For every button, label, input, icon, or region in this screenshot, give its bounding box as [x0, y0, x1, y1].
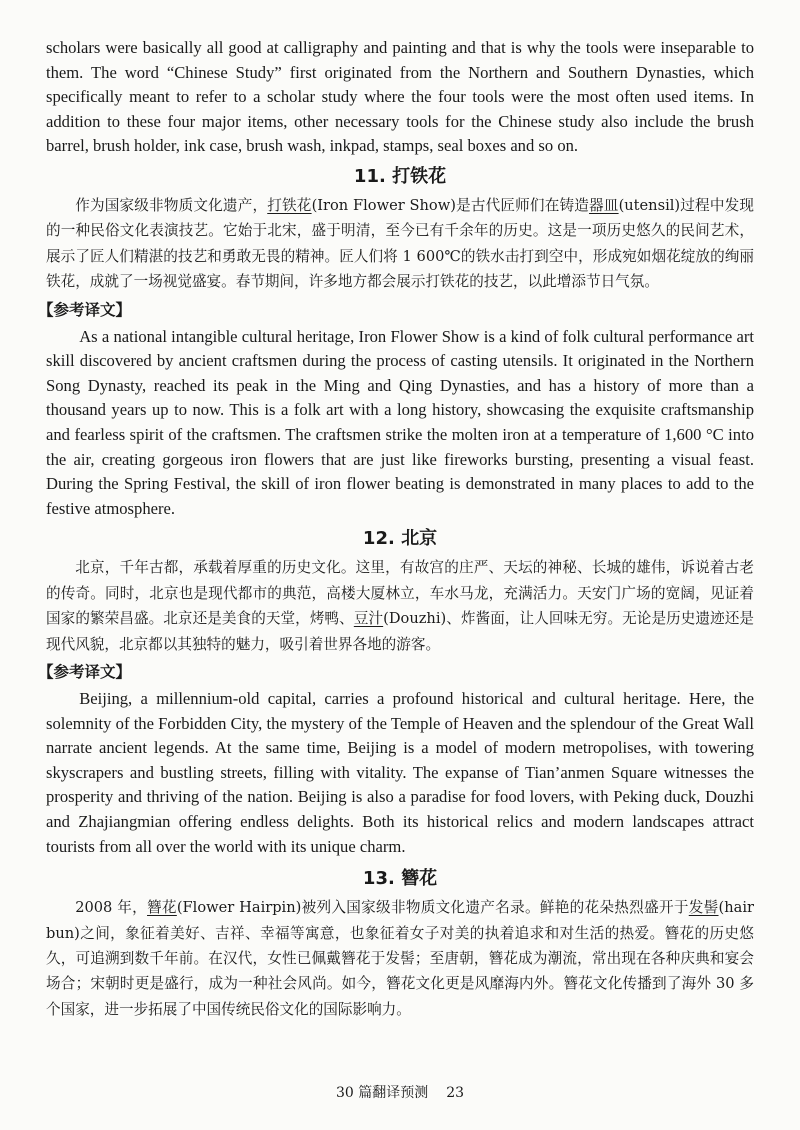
page-footer	[0, 1082, 800, 1102]
text-run: (Douzhi)、炸酱面，让人回味无穷。无论是历史遗迹还是现代风貌，北京都以其独特的魅力，吸引着世界各地的游客。	[46, 610, 754, 653]
english-translation: As a national intangible cultural heritage, Iron Flower Show is a kind of folk cultural performance art skill discovered by ancient craftsmen during the process of casting utensils. It originated in the Northern Song Dynasty, reached its peak in the Ming and Qing Dynasties, and has a history of more than a thousand years up to now. This is a folk art with a long history, showcasing the exquisite craftsmanship and fearless spirit of the craftsmen. The craftsmen strike the molten iron at a temperature of 1,600 °C into the air, creating gorgeous iron flowers that are just like fireworks bursting, presenting a visual feast. During the Spring Festival, the skill of iron flower beating is demonstrated in many places to add to the festive atmosphere.	[46, 326, 754, 518]
term: 器皿	[589, 196, 619, 214]
text-run: 作为国家级非物质文化遗产，	[75, 196, 268, 214]
top-paragraph: scholars were basically all good at calligraphy and painting and that is why the tools were inseparable to them. The word “Chinese Study” first originated from the Northern and Southern Dynasties, which specifically meant to refer to a scholar study where the four tools were the most often used items. In addition to these four major items, other necessary tools for the Chinese study also include the brush barrel, brush holder, ink case, brush wash, inkpad, stamps, seal boxes and so on.	[46, 38, 754, 156]
text-run: 2008 年，	[75, 899, 148, 917]
text-run: 北京，千年古都，承载着厚重的历史文化。这里，有故宫的庄严、天坛的神秘、长城的雄伟，诉说着古老的传奇。同时，北京也是现代都市的典范，高楼大厦林立，车水马龙，充满活力。天安门广场的宽阔，见证着国家的繁荣昌盛。北京还是美食的天堂，烤鸭、	[46, 559, 754, 628]
page-number: 23	[446, 1085, 465, 1101]
term: 豆汁	[353, 610, 384, 628]
term: 发髻	[688, 899, 719, 917]
term: 打铁花	[267, 196, 312, 214]
chinese-paragraph	[46, 895, 754, 1022]
text-run: (utensil)过程中发现的一种民俗文化表演技艺。它始于北宋，盛于明清，至今已有千余年的历史。这是一项历史悠久的民间艺术，展示了匠人们精湛的技艺和勇敢无畏的精神。匠人们将 1 600℃的铁水击打到空中，形成宛如烟花绽放的绚丽铁花，成就了一场视觉盛宴。春节期间，许多地方都会展示打铁花的技艺，以此增添节日气氛。	[46, 196, 754, 291]
text-run: (Iron Flower Show)是古代匠师们在铸造	[311, 196, 590, 214]
text-run: (hair bun)之间，象征着美好、吉祥、幸福等寓意，也象征着女子对美的执着追求和对生活的热爱。簪花的历史悠久，可追溯到数千年前。在汉代，女性已佩戴簪花于发髻；至唐朝，簪花成为潮流，常出现在各种庆典和宴会场合；宋朝时更是盛行，成为一种社会风尚。如今，簪花文化更是风靡海内外。簪花文化传播到了海外 30 多个国家，进一步拓展了中国传统民俗文化的国际影响力。	[46, 899, 754, 1018]
section-heading: 12. 北京	[362, 528, 438, 550]
term: 簪花	[147, 899, 177, 917]
section-heading: 11. 打铁花	[353, 165, 447, 187]
chinese-paragraph	[46, 555, 754, 657]
reference-translation-label: 【参考译文】	[38, 300, 132, 319]
text-run: (Flower Hairpin)被列入国家级非物质文化遗产名录。鲜艳的花朵热烈盛开于	[176, 899, 689, 917]
reference-translation-label: 【参考译文】	[38, 662, 132, 681]
section-heading: 13. 簪花	[362, 868, 438, 890]
footer-title: 30 篇翻译预测	[335, 1085, 429, 1101]
chinese-paragraph	[46, 193, 754, 295]
english-translation: Beijing, a millennium-old capital, carries a profound historical and cultural heritage. Here, the solemnity of the Forbidden City, the mystery of the Temple of Heaven and the splendour of the Great Wall narrate ancient legends. At the same time, Beijing is a model of modern metropolises, with towering skyscrapers and bustling streets, filling with vitality. The expanse of Tian’anmen Square witnesses the prosperity and thriving of the nation. Beijing is also a paradise for food lovers, with Peking duck, Douzhi and Zhajiangmian offering endless delights. Both its historical relics and modern landscapes attract tourists from all over the world with its unique charm.	[46, 688, 754, 856]
